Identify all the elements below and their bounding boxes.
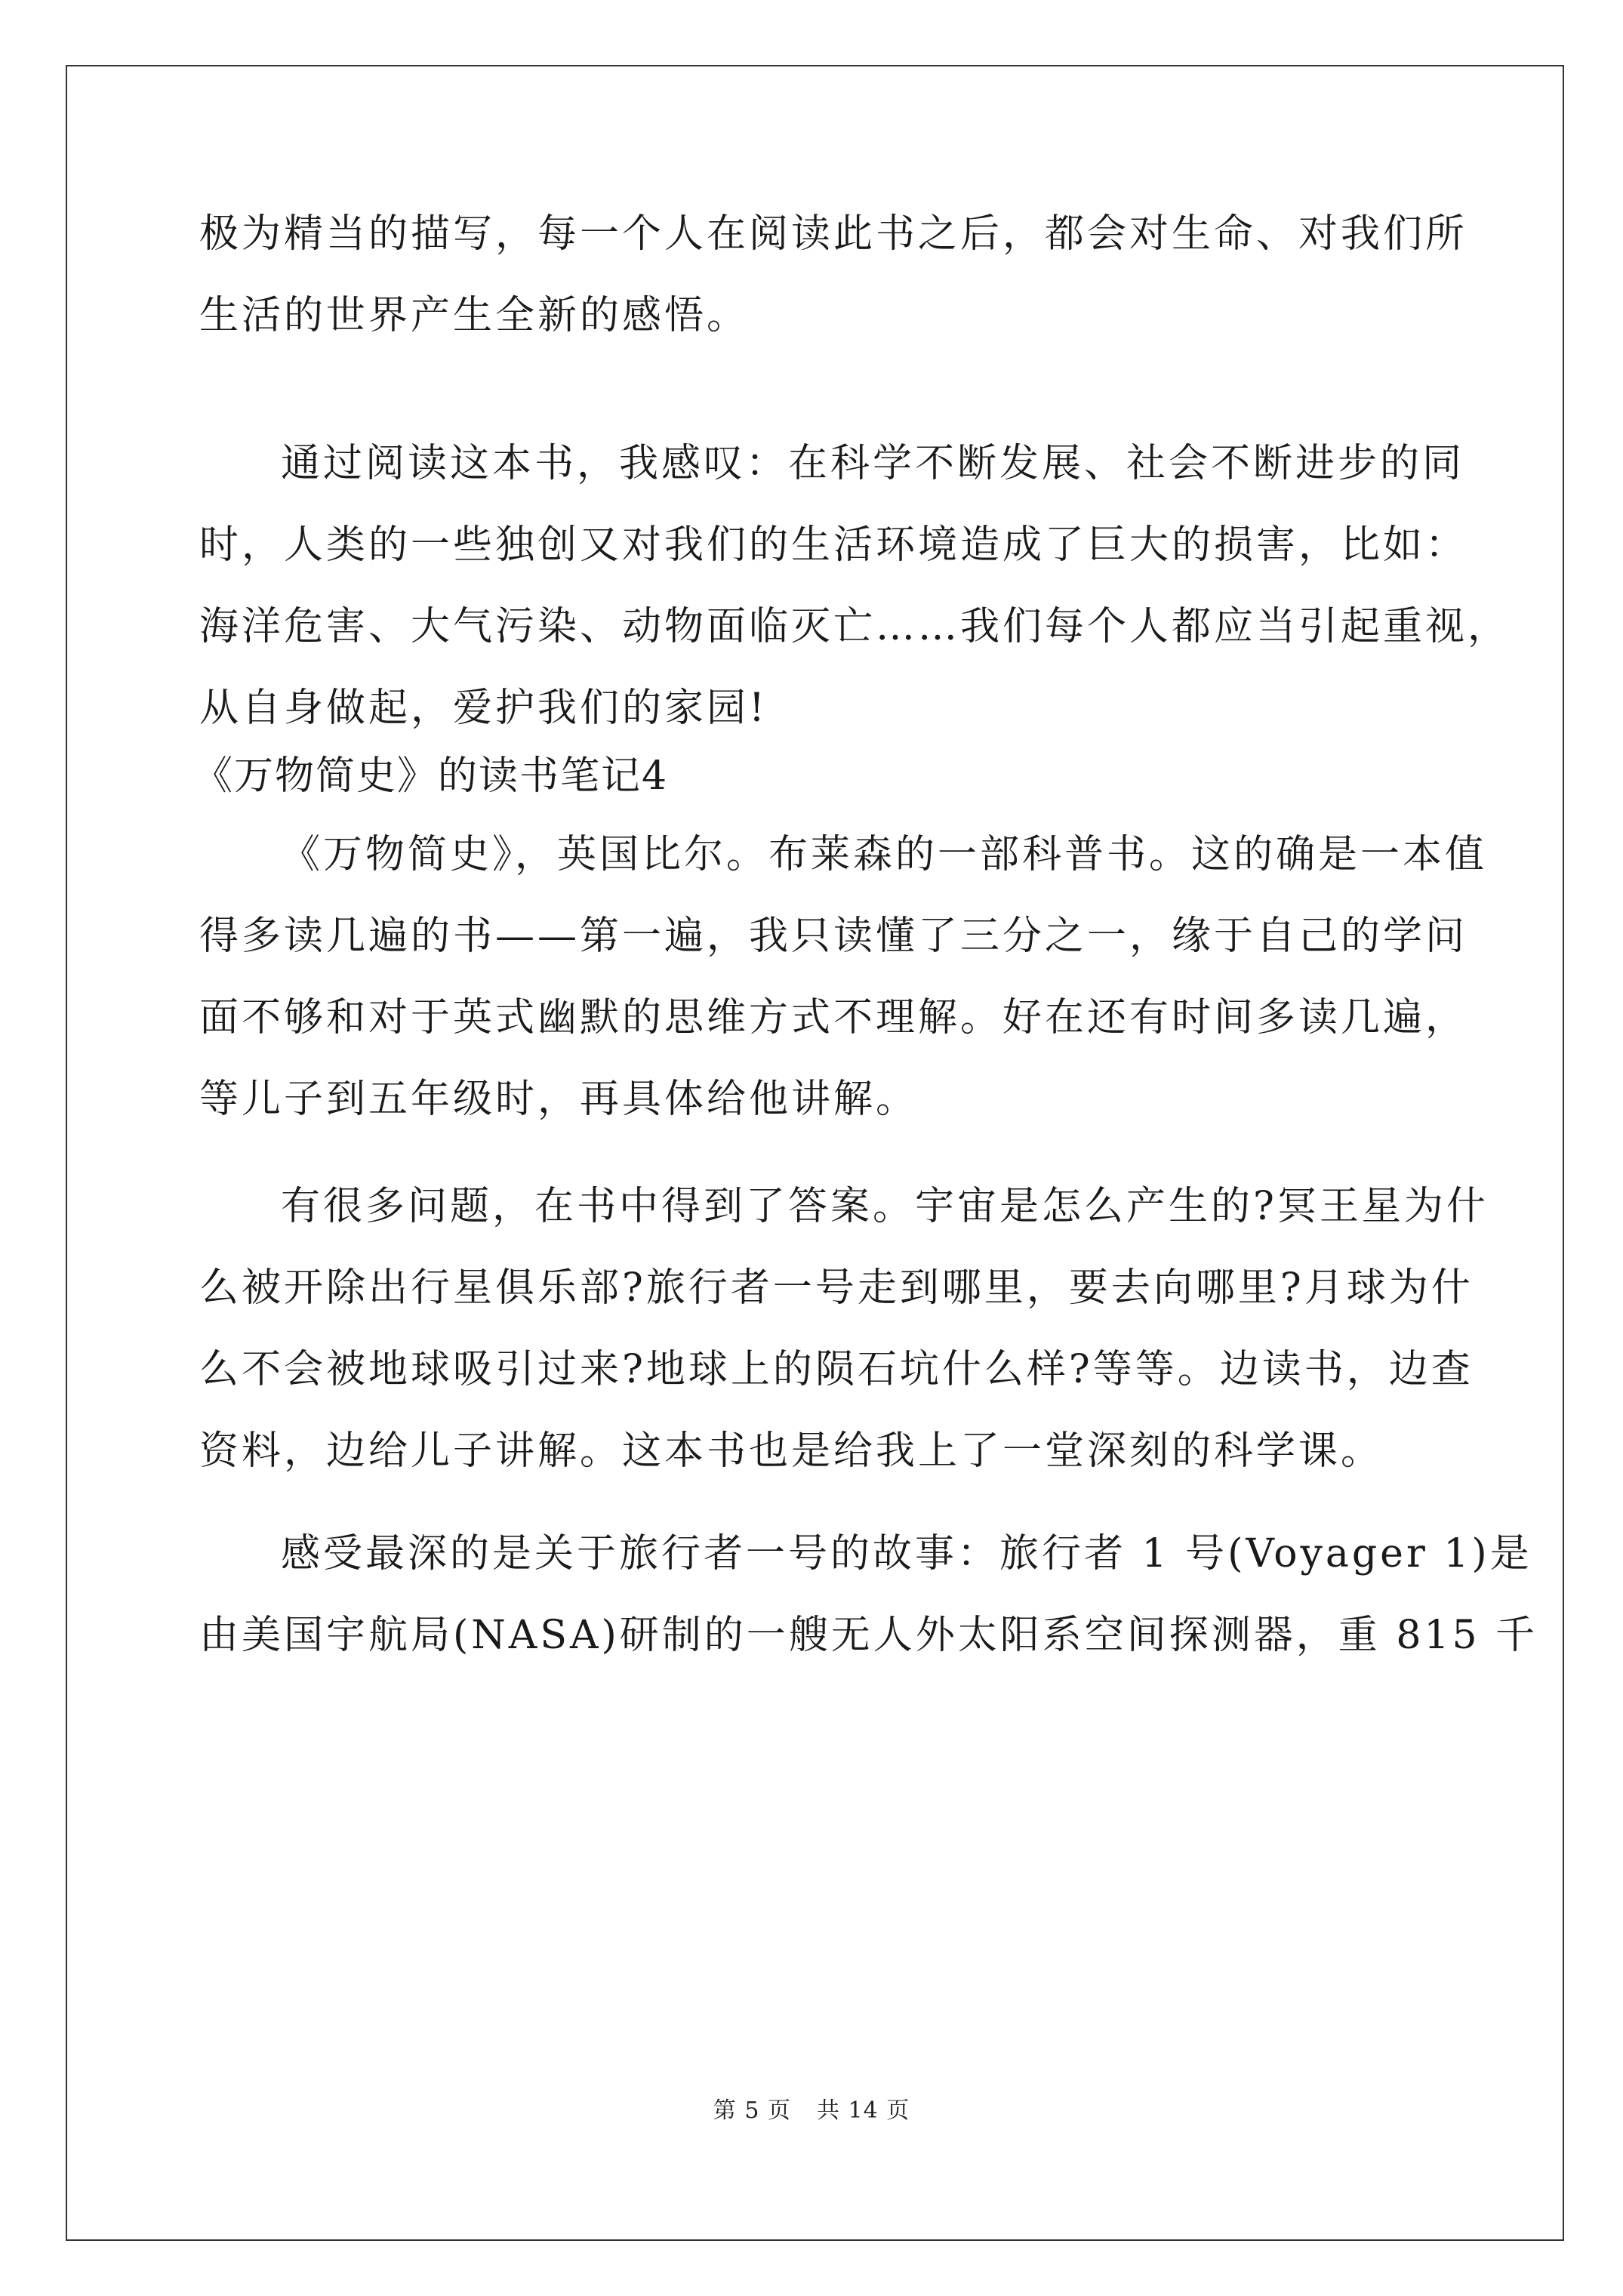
page-footer bbox=[0, 2091, 1623, 2125]
paragraph-line: 海洋危害、大气污染、动物面临灭亡……我们每个人都应当引起重视， bbox=[199, 604, 1511, 649]
paragraph-line: 《万物简史》，英国比尔。布莱森的一部科普书。这的确是一本值 bbox=[281, 832, 1488, 877]
paragraph-line: 由美国宇航局(NASA)研制的一艘无人外太阳系空间探测器，重 815 千 bbox=[199, 1613, 1538, 1658]
paragraph-line: 极为精当的描写，每一个人在阅读此书之后，都会对生命、对我们所 bbox=[199, 211, 1468, 257]
paragraph-line: 资料，边给儿子讲解。这本书也是给我上了一堂深刻的科学课。 bbox=[199, 1428, 1384, 1474]
paragraph-line: 从自身做起，爱护我们的家园! bbox=[199, 686, 768, 731]
paragraph-line: 得多读几遍的书——第一遍，我只读懂了三分之一，缘于自己的学问 bbox=[199, 914, 1468, 959]
page-total: 共 14 页 bbox=[816, 2097, 910, 2124]
paragraph-line: 么被开除出行星俱乐部?旅行者一号走到哪里，要去向哪里?月球为什 bbox=[199, 1265, 1474, 1311]
paragraph-line: 感受最深的是关于旅行者一号的故事：旅行者 1 号(Voyager 1)是 bbox=[281, 1531, 1532, 1576]
paragraph-line: 面不够和对于英式幽默的思维方式不理解。好在还有时间多读几遍， bbox=[199, 995, 1468, 1040]
paragraph-line: 时，人类的一些独创又对我们的生活环境造成了巨大的损害，比如： bbox=[199, 522, 1468, 568]
page-number: 第 5 页 bbox=[713, 2097, 791, 2124]
section-title: 《万物简史》的读书笔记4 bbox=[193, 754, 669, 799]
paragraph-line: 通过阅读这本书，我感叹：在科学不断发展、社会不断进步的同 bbox=[281, 441, 1465, 486]
paragraph-line: 么不会被地球吸引过来?地球上的陨石坑什么样?等等。边读书，边查 bbox=[199, 1347, 1474, 1392]
paragraph-line: 生活的世界产生全新的感悟。 bbox=[199, 293, 750, 338]
paragraph-line: 有很多问题，在书中得到了答案。宇宙是怎么产生的?冥王星为什 bbox=[281, 1184, 1489, 1229]
paragraph-line: 等儿子到五年级时，再具体给他讲解。 bbox=[199, 1077, 919, 1122]
page-border bbox=[66, 65, 1564, 2241]
